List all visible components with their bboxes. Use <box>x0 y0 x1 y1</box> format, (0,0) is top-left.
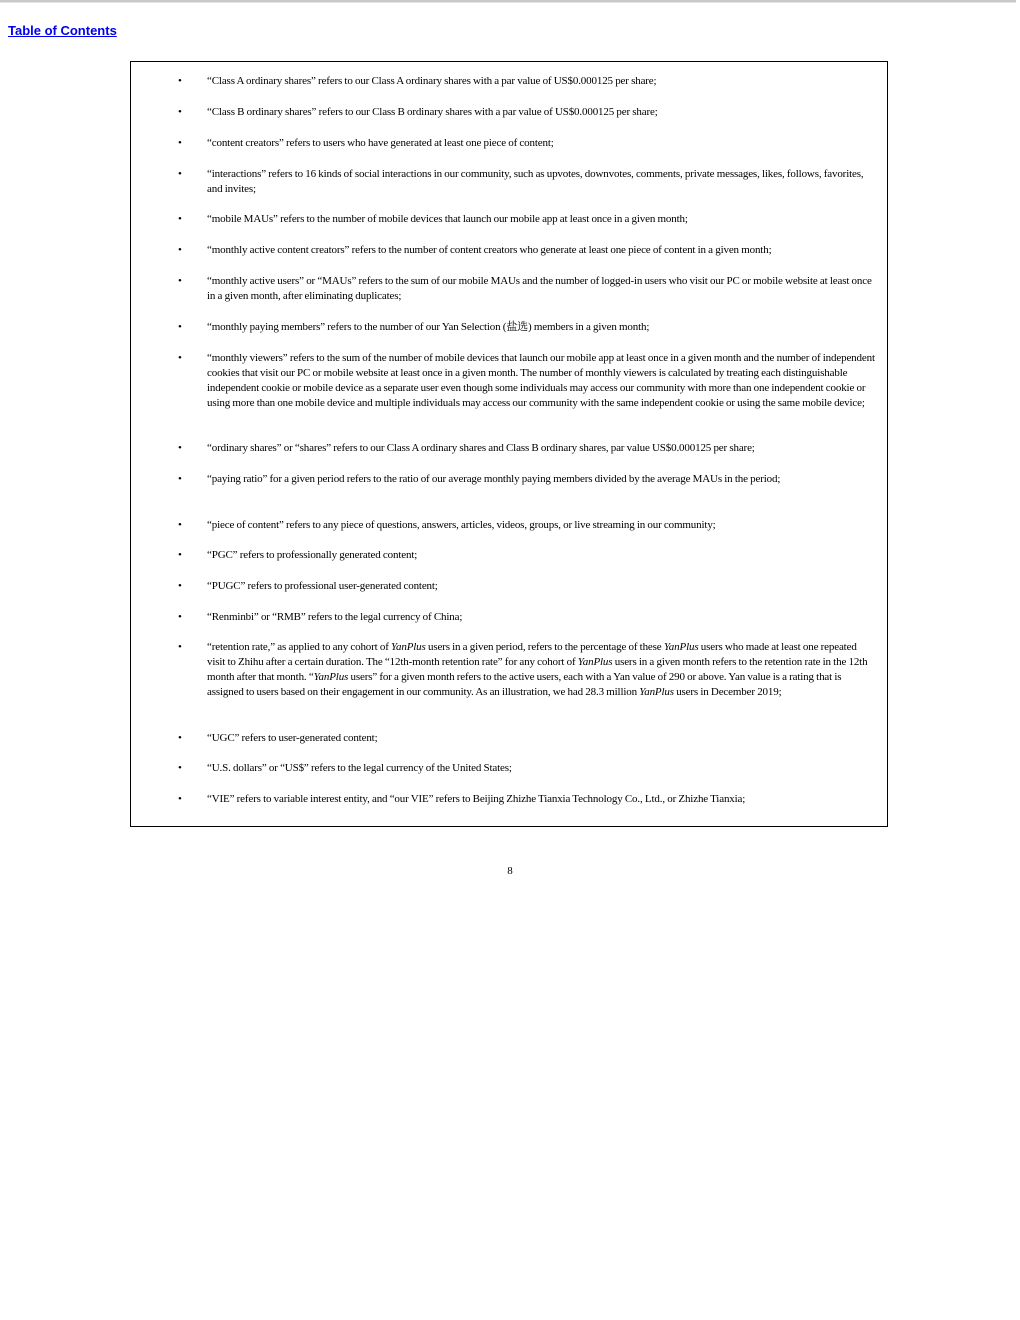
bullet-icon: • <box>178 106 182 118</box>
bullet-icon: • <box>178 473 182 485</box>
bullet-icon: • <box>178 762 182 774</box>
text-segment: “retention rate,” as applied to any cohort of <box>207 641 392 653</box>
definition-text: “monthly active content creators” refers to the number of content creators who generate at least one piece of content in a given month; <box>207 244 772 256</box>
definition-text: “Class B ordinary shares” refers to our Class B ordinary shares with a par value of US$0.000125 per share; <box>207 106 658 118</box>
definition-text: “Renminbi” or “RMB” refers to the legal currency of China; <box>207 611 463 623</box>
definition-text: “U.S. dollars” or “US$” refers to the legal currency of the United States; <box>207 762 512 774</box>
bullet-icon: • <box>178 213 182 225</box>
bullet-icon: • <box>178 168 182 180</box>
text-segment: users in December 2019; <box>673 686 782 698</box>
definition-text: “Class A ordinary shares” refers to our Class A ordinary shares with a par value of US$0.000125 per share; <box>207 75 657 87</box>
bullet-icon: • <box>178 732 182 744</box>
bullet-icon: • <box>178 442 182 454</box>
definition-text: “paying ratio” for a given period refers to the ratio of our average monthly paying members divided by the average MAUs in the period; <box>207 473 781 485</box>
definition-text: “PGC” refers to professionally generated content; <box>207 549 418 561</box>
bullet-icon: • <box>178 75 182 87</box>
bullet-icon: • <box>178 244 182 256</box>
definition-text: “mobile MAUs” refers to the number of mobile devices that launch our mobile app at least once in a given month; <box>207 213 688 225</box>
yanplus-term: YanPlus <box>639 686 674 698</box>
definition-text: “monthly viewers” refers to the sum of the number of mobile devices that launch our mobile app at least once in a given month and the number of independent cookies that visit our PC or mobile website at least once in a given month. The number of monthly viewers is calculated by treating each distinguishable independent cookie or mobile device as a separate user even though some individuals may access our community with more than one independent cookie or using more than one mobile device and multiple individuals may access our community with the same independent cookie or using the same mobile device; <box>207 352 875 409</box>
text-segment: users who made at least one repeated visit to Zhihu after a certain duration. The “12th-month retention rate” for any cohort of <box>207 641 857 668</box>
bullet-icon: • <box>178 793 182 805</box>
definition-text: “UGC” refers to user-generated content; <box>207 732 378 744</box>
bullet-icon: • <box>178 275 182 287</box>
definition-text: “content creators” refers to users who have generated at least one piece of content; <box>207 137 554 149</box>
definition-text: “PUGC” refers to professional user-generated content; <box>207 580 438 592</box>
yanplus-term: YanPlus <box>313 671 349 683</box>
top-divider <box>0 0 1016 3</box>
bullet-icon: • <box>178 352 182 364</box>
page-number: 8 <box>507 865 513 877</box>
definition-text: “interactions” refers to 16 kinds of social interactions in our community, such as upvotes, downvotes, comments, private messages, likes, follows, favorites, and invites; <box>207 168 864 195</box>
yanplus-term: YanPlus <box>577 656 613 668</box>
yanplus-term: YanPlus <box>663 641 699 653</box>
yanplus-term: YanPlus <box>391 641 426 653</box>
text-segment: users in a given month refers to the retention rate in the 12th month after that month. “ <box>207 656 868 683</box>
bullet-icon: • <box>178 641 182 653</box>
definition-text: “ordinary shares” or “shares” refers to our Class A ordinary shares and Class B ordinary shares, par value US$0.000125 per share; <box>207 442 755 454</box>
bullet-icon: • <box>178 321 182 333</box>
text-segment: users” for a given month refers to the active users, each with a Yan value of 290 or above. Yan value is a rating that is assigned to users based on their engagement in our community. As an illustration, we had 28.3 million <box>207 671 842 698</box>
definition-text <box>207 640 877 700</box>
text-segment: users in a given period, refers to the percentage of these <box>425 641 664 653</box>
definition-text: “monthly active users” or “MAUs” refers to the sum of our mobile MAUs and the number of logged-in users who visit our PC or mobile website at least once in a given month, after eliminating duplicates; <box>207 275 872 302</box>
definition-text: “monthly paying members” refers to the number of our Yan Selection (盐选) members in a given month; <box>207 321 650 333</box>
bullet-icon: • <box>178 519 182 531</box>
bullet-icon: • <box>178 137 182 149</box>
definition-text: “piece of content” refers to any piece of questions, answers, articles, videos, groups, or live streaming in our community; <box>207 519 716 531</box>
bullet-icon: • <box>178 580 182 592</box>
table-of-contents-link[interactable]: Table of Contents <box>8 23 117 38</box>
definitions-box <box>130 61 888 827</box>
bullet-icon: • <box>178 611 182 623</box>
definition-text: “VIE” refers to variable interest entity, and “our VIE” refers to Beijing Zhizhe Tianxia Technology Co., Ltd., or Zhizhe Tianxia; <box>207 793 746 805</box>
bullet-icon: • <box>178 549 182 561</box>
